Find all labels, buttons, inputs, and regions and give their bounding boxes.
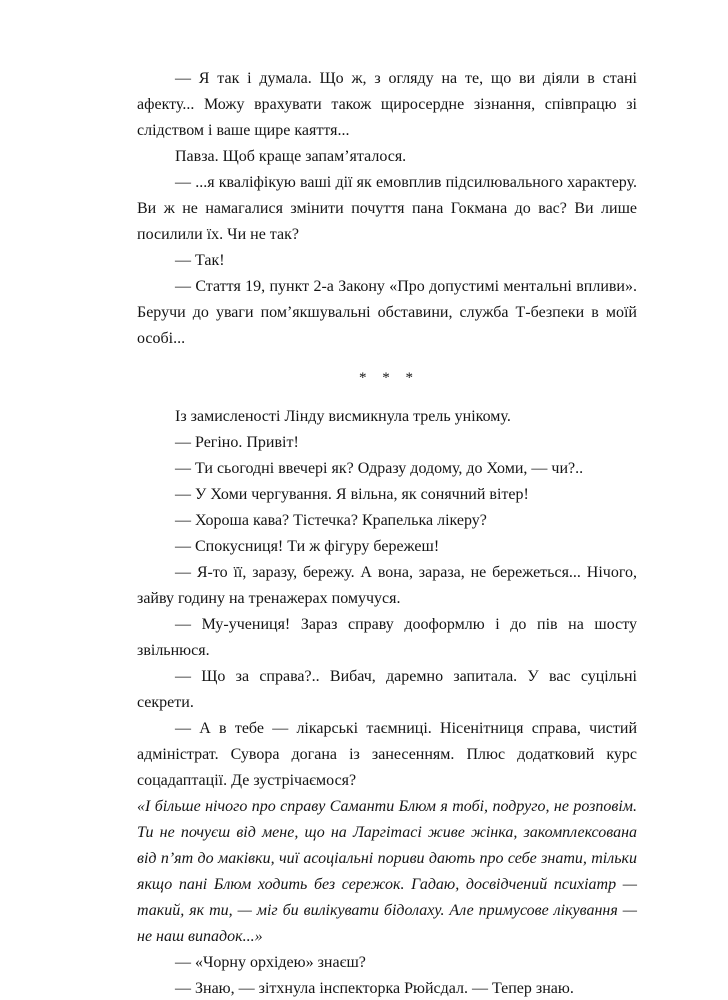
paragraph: — Хороша кава? Тістечка? Крапелька лікеру? xyxy=(175,512,487,529)
paragraph: — Ти сьогодні ввечері як? Одразу додому, до Хоми, — чи?.. xyxy=(175,460,584,477)
paragraph: — А в тебе — лікарські таємниці. Нісенітниця справа, чистий адміністрат. Сувора догана із занесенням. Плюс додатковий курс соцадаптації. Де зустрічаємося? xyxy=(137,720,637,789)
paragraph: Павза. Щоб краще запам’яталося. xyxy=(175,148,407,165)
paragraph: — Стаття 19, пункт 2-а Закону «Про допустимі ментальні впливи». Беручи до уваги пом’якшувальні обставини, служба Т-безпеки в моїй особі... xyxy=(137,278,637,347)
paragraph: — Що за справа?.. Вибач, даремно запитала. У вас суцільні секрети. xyxy=(137,668,637,711)
paragraph: — ...я кваліфікую ваші дії як емовплив підсилювального характеру. Ви ж не намагалися змінити почуття пана Гокмана до вас? Ви лише посилили їх. Чи не так? xyxy=(137,174,637,243)
paragraph: — Регіно. Привіт! xyxy=(175,434,299,451)
paragraph: — Я так і думала. Що ж, з огляду на те, що ви діяли в стані афекту... Можу врахувати також щиросердне зізнання, співпрацю зі слідством і ваше щире каяття... xyxy=(137,70,637,139)
paragraph: — «Чорну орхідею» знаєш? xyxy=(175,954,366,971)
paragraph: — Спокусниця! Ти ж фігуру бережеш! xyxy=(175,538,440,555)
paragraph: Із замисленості Лінду висмикнула трель унікому. xyxy=(175,408,511,425)
paragraph: — У Хоми чергування. Я вільна, як сонячний вітер! xyxy=(175,486,529,503)
paragraph: — Знаю, — зітхнула інспекторка Рюйсдал. — Тепер знаю. xyxy=(175,980,574,997)
paragraph: — Так! xyxy=(175,252,225,269)
paragraph: — Я-то її, заразу, бережу. А вона, зараза, не бережеться... Нічого, зайву годину на тренажерах помучуся. xyxy=(137,564,637,607)
paragraph: — Му-учениця! Зараз справу дооформлю і до пів на шосту звільнюся. xyxy=(137,616,637,659)
paragraph-italic-inner-monologue: «І більше нічого про справу Саманти Блюм я тобі, подруго, не розповім. Ти не почуєш від мене, що на Ларгітасі живе жінка, закомплексована від п’ят до маківки, чиї асоціальні пориви дають про себе знати, тільки якщо пані Блюм ходить без сережок. Гадаю, досвідчений психіатр — такий, як ти, — міг би вилікувати бідолаху. Але примусове лікування — не наш випадок...» xyxy=(137,798,637,945)
section-separator: * * * xyxy=(359,370,415,386)
